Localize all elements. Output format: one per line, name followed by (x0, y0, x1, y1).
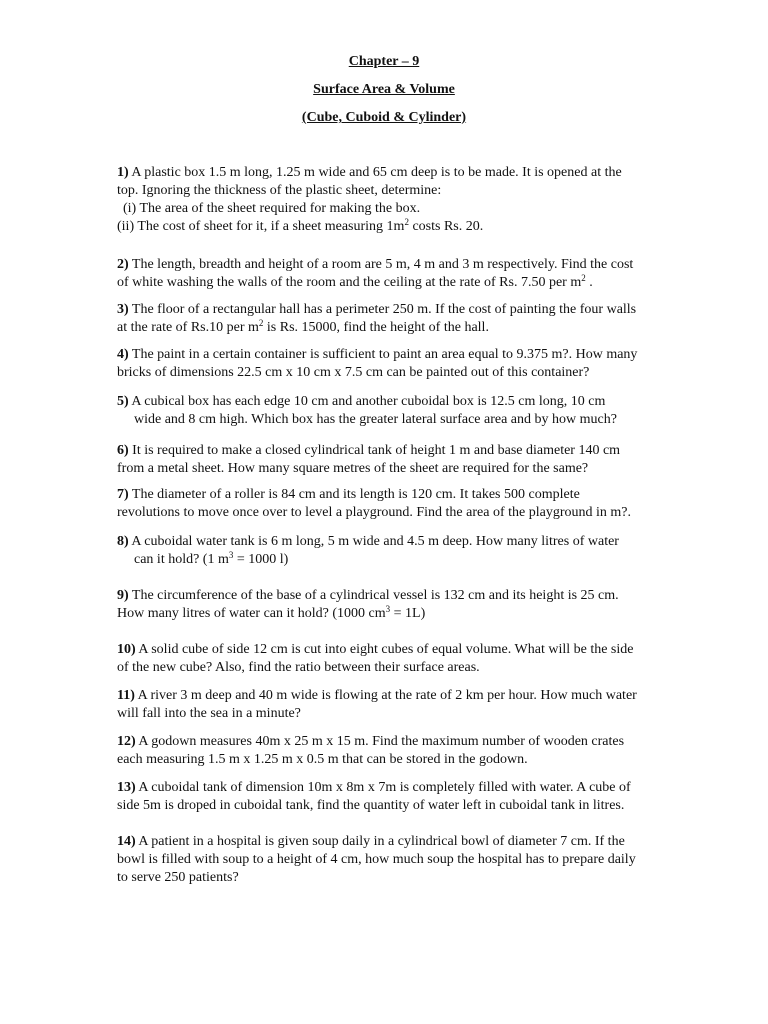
question-text: A river 3 m deep and 40 m wide is flowing at the rate of 2 km per hour. How much water (134, 688, 637, 703)
question-number: 10) (117, 642, 136, 657)
question-number: 4) (117, 347, 129, 362)
question-number: 7) (117, 487, 129, 502)
question-text: A cuboidal water tank is 6 m long, 5 m wide and 4.5 m deep. How many litres of water (128, 534, 619, 549)
question-text: A cuboidal tank of dimension 10m x 8m x 7m is completely filled with water. A cube of (135, 780, 631, 795)
chapter-heading: Chapter – 9 (348, 54, 420, 69)
question-number: 9) (117, 588, 129, 603)
superscript: 2 (581, 273, 586, 283)
question-text: The diameter of a roller is 84 cm and its length is 120 cm. It takes 500 complete (128, 487, 580, 502)
question-text: A solid cube of side 12 cm is cut into eight cubes of equal volume. What will be the side (135, 642, 634, 657)
question-text: top. Ignoring the thickness of the plastic sheet, determine: (117, 183, 442, 198)
question-2 (117, 256, 647, 292)
question-number: 6) (117, 443, 129, 458)
topic-heading: Surface Area & Volume (313, 82, 455, 97)
question-text: will fall into the sea in a minute? (117, 706, 301, 721)
question-13 (117, 779, 647, 815)
question-5 (117, 393, 647, 429)
question-text: The length, breadth and height of a room are 5 m, 4 m and 3 m respectively. Find the cost (128, 257, 634, 272)
question-9 (117, 587, 647, 623)
question-text: costs Rs. 20. (408, 219, 484, 234)
superscript: 2 (404, 217, 409, 227)
question-part: (i) The area of the sheet required for making the box. (123, 201, 421, 216)
question-text: How many litres of water can it hold? (1000 cm (117, 606, 386, 621)
subtopic-heading: (Cube, Cuboid & Cylinder) (301, 110, 467, 125)
question-8 (117, 533, 647, 569)
question-number: 3) (117, 302, 129, 317)
question-3 (117, 301, 647, 337)
question-1 (117, 164, 647, 236)
question-text: side 5m is droped in cuboidal tank, find the quantity of water left in cuboidal tank in litres. (117, 798, 625, 813)
question-text: The circumference of the base of a cylindrical vessel is 132 cm and its height is 25 cm. (128, 588, 619, 603)
question-text: at the rate of Rs.10 per m (117, 320, 259, 335)
question-part: (ii) The cost of sheet for it, if a sheet measuring 1m (117, 219, 405, 234)
question-11 (117, 687, 647, 723)
question-number: 14) (117, 834, 136, 849)
question-text: each measuring 1.5 m x 1.25 m x 0.5 m that can be stored in the godown. (117, 752, 528, 767)
question-text: = 1000 l) (233, 552, 289, 567)
question-number: 8) (117, 534, 129, 549)
question-14 (117, 833, 647, 887)
question-text: bowl is filled with soup to a height of 4 cm, how much soup the hospital has to prepare daily (117, 852, 636, 867)
question-text: from a metal sheet. How many square metres of the sheet are required for the same? (117, 461, 589, 476)
question-text: of the new cube? Also, find the ratio between their surface areas. (117, 660, 480, 675)
question-text: The floor of a rectangular hall has a perimeter 250 m. If the cost of painting the four walls (128, 302, 637, 317)
question-12 (117, 733, 647, 769)
question-text: It is required to make a closed cylindrical tank of height 1 m and base diameter 140 cm (128, 443, 621, 458)
question-text: bricks of dimensions 22.5 cm x 10 cm x 7.5 cm can be painted out of this container? (117, 365, 590, 380)
question-7 (117, 486, 647, 522)
question-text: . (585, 275, 593, 290)
question-number: 13) (117, 780, 136, 795)
question-10 (117, 641, 647, 677)
superscript: 2 (258, 318, 264, 328)
question-number: 2) (117, 257, 129, 272)
question-text: The paint in a certain container is sufficient to paint an area equal to 9.375 m?. How many (128, 347, 638, 362)
superscript: 3 (228, 550, 234, 560)
superscript: 3 (385, 604, 391, 614)
question-number: 5) (117, 394, 129, 409)
question-text: = 1L) (390, 606, 426, 621)
question-text: A patient in a hospital is given soup daily in a cylindrical bowl of diameter 7 cm. If the (135, 834, 625, 849)
question-number: 1) (117, 165, 129, 180)
question-text: revolutions to move once over to level a playground. Find the area of the playground in m?. (117, 505, 631, 520)
question-text: of white washing the walls of the room and the ceiling at the rate of Rs. 7.50 per m (117, 275, 582, 290)
question-4 (117, 346, 647, 382)
question-text: to serve 250 patients? (117, 870, 239, 885)
question-text: can it hold? (1 m (134, 552, 229, 567)
question-text: A godown measures 40m x 25 m x 15 m. Find the maximum number of wooden crates (135, 734, 625, 749)
question-text: wide and 8 cm high. Which box has the greater lateral surface area and by how much? (134, 412, 617, 427)
question-text: A cubical box has each edge 10 cm and another cuboidal box is 12.5 cm long, 10 cm (128, 394, 606, 409)
question-text: is Rs. 15000, find the height of the hall. (263, 320, 489, 335)
question-text: A plastic box 1.5 m long, 1.25 m wide and 65 cm deep is to be made. It is opened at the (128, 165, 622, 180)
question-number: 12) (117, 734, 136, 749)
question-number: 11) (117, 688, 135, 703)
question-6 (117, 442, 647, 478)
